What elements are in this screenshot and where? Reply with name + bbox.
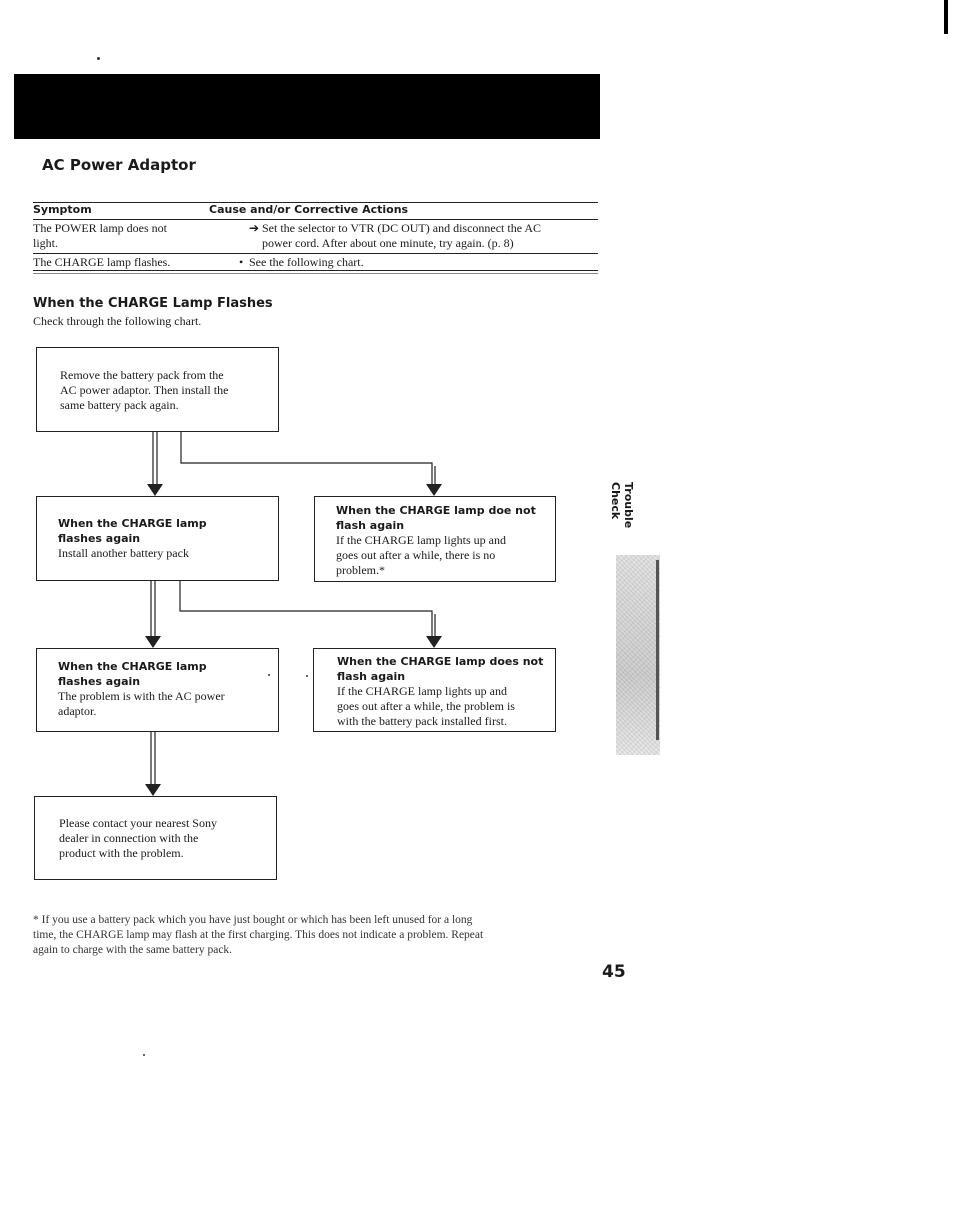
box-heading: flashes again: [58, 675, 141, 688]
side-thumb-tab-edge: [656, 560, 659, 740]
box-text: If the CHARGE lamp lights up and: [337, 684, 507, 698]
connector-line: [180, 580, 432, 636]
speck: [143, 1054, 145, 1056]
box-heading: When the CHARGE lamp: [58, 660, 207, 673]
speck: [306, 675, 308, 677]
action-text: See the following chart.: [249, 255, 364, 269]
table-header-symptom: Symptom: [33, 203, 92, 216]
box-heading: flash again: [337, 670, 406, 683]
box-content: [336, 503, 536, 578]
box-heading: When the CHARGE lamp doe not: [336, 504, 536, 517]
box-heading: flashes again: [58, 532, 141, 545]
arrow-marker: ➔: [249, 221, 260, 235]
box-text: Remove the battery pack from the AC power adaptor. Then install the same battery pack again.: [60, 368, 229, 412]
box-content: [337, 654, 543, 729]
box-content: [58, 659, 225, 719]
box-text: Install another battery pack: [58, 546, 189, 560]
box-text: If the CHARGE lamp lights up and: [336, 533, 506, 547]
box-heading: When the CHARGE lamp: [58, 517, 207, 530]
box-heading: When the CHARGE lamp does not: [337, 655, 544, 668]
arrow-down-icon: [426, 484, 442, 496]
flow-box-flashes-again-1: [36, 496, 279, 581]
bullet-marker: •: [239, 255, 244, 269]
arrow-down-icon: [145, 784, 161, 796]
arrow-down-icon: [147, 484, 163, 496]
intro-text: Check through the following chart.: [33, 314, 202, 328]
connector-line: [181, 431, 432, 484]
box-text: goes out after a while, there is no: [336, 548, 496, 562]
section-title: AC Power Adaptor: [42, 156, 196, 174]
speck: [268, 674, 270, 676]
box-text: The problem is with the AC power: [58, 689, 225, 703]
table-header-cause: Cause and/or Corrective Actions: [209, 203, 409, 216]
flow-box-contact-sony: [34, 796, 277, 880]
box-text: goes out after a while, the problem is: [337, 699, 515, 713]
subsection-title: When the CHARGE Lamp Flashes: [33, 296, 273, 311]
box-text: with the battery pack installed first.: [337, 714, 507, 728]
arrow-down-icon: [145, 636, 161, 648]
flow-box-no-flash-1: [314, 496, 556, 582]
side-tab-label: Trouble Check: [609, 482, 635, 529]
box-heading: flash again: [336, 519, 405, 532]
box-text: problem.*: [336, 563, 385, 577]
action-text: power cord. After about one minute, try again. (p. 8): [262, 236, 514, 250]
flow-box-start: [36, 347, 279, 432]
arrow-down-icon: [426, 636, 442, 648]
box-content: [58, 516, 207, 561]
box-text: Please contact your nearest Sony dealer in connection with the product with the problem.: [59, 816, 217, 860]
side-thumb-tab: [616, 555, 660, 755]
action-text: Set the selector to VTR (DC OUT) and disconnect the AC: [262, 221, 542, 235]
page-number: 45: [602, 962, 626, 982]
symptom-text: light.: [33, 236, 59, 250]
flow-box-flashes-again-2: [36, 648, 279, 732]
symptom-text: The CHARGE lamp flashes.: [33, 255, 171, 269]
footnote: * If you use a battery pack which you have just bought or which has been left unused for a long time, the CHARGE lamp may flash at the first charging. This does not indicate a problem. Repeat again to charge with the same battery pack.: [33, 914, 484, 956]
box-text: adaptor.: [58, 704, 97, 718]
flow-box-no-flash-2: [313, 648, 556, 732]
symptom-text: The POWER lamp does not: [33, 221, 167, 235]
